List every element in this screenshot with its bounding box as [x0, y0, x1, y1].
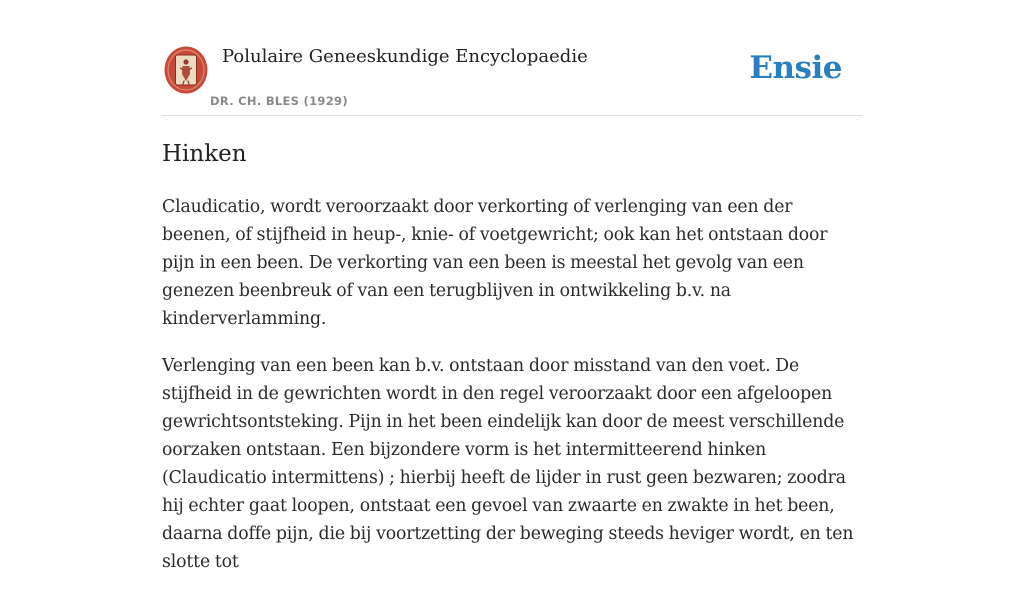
- article: [162, 138, 864, 595]
- book-cover-seal-icon[interactable]: [164, 46, 208, 94]
- article-paragraph: Claudicatio, wordt veroorzaakt door verkorting of verlenging van een der beenen, of stijfheid in heup-, knie- of voetgewricht; ook kan het ontstaan door pijn in een been. De verkorting van een been is meestal het gevolg van een genezen beenbreuk of van een terugblijven in ontwikkeling b.v. na kinderverlamming.: [162, 197, 828, 329]
- book-author: DR. CH. BLES (1929): [210, 94, 348, 108]
- ensie-logo-link[interactable]: Ensie: [749, 50, 842, 86]
- book-title-link[interactable]: Polulaire Geneeskundige Encyclopaedie: [222, 46, 588, 67]
- article-title: Hinken: [162, 141, 247, 167]
- article-paragraph: Verlenging van een been kan b.v. ontstaan door misstand van den voet. De stijfheid in de gewrichten wordt in den regel veroorzaakt door een afgeloopen gewrichtsontsteking. Pijn in het been eindelijk kan door de meest verschillende oorzaken ontstaan. Een bijzondere vorm is het intermitteerend hinken (Claudicatio intermittens) ; hierbij heeft de lijder in rust geen bezwaren; zoodra hij echter gaat loopen, ontstaat een gevoel van zwaarte en zwakte in het been, daarna doffe pijn, die bij voortzetting der beweging steeds heviger wordt, en ten slotte tot: [162, 356, 854, 572]
- site-header: [162, 40, 862, 116]
